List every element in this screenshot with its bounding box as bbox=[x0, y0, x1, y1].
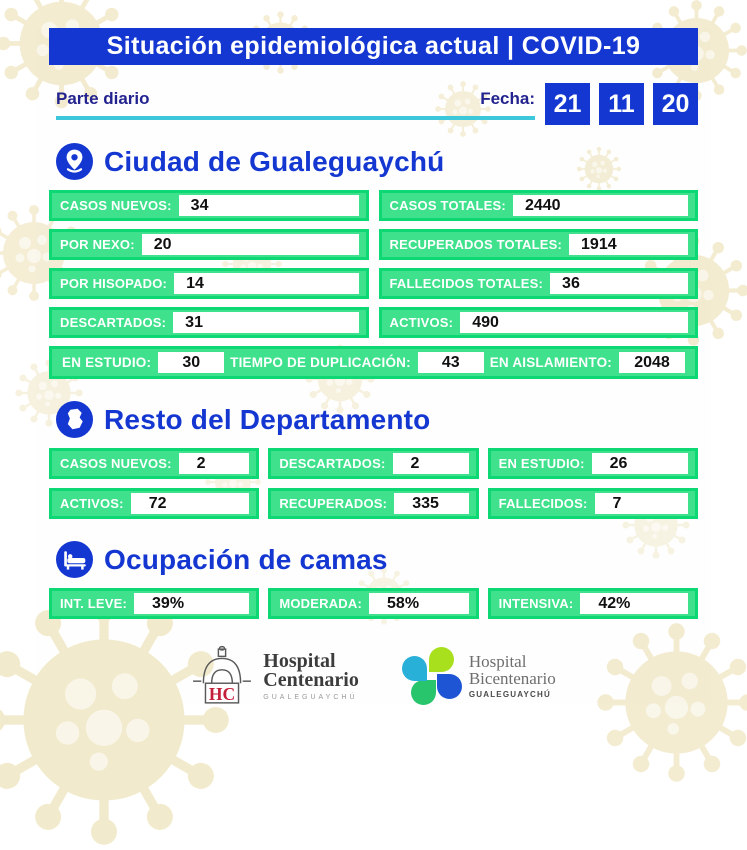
hospital-centenario-logo bbox=[191, 645, 359, 707]
stat-value: 20 bbox=[142, 234, 359, 255]
stat-value: 14 bbox=[174, 273, 358, 294]
bicentenario-petals-icon bbox=[401, 647, 459, 705]
stat-value: 30 bbox=[158, 352, 224, 373]
stat-value: 39% bbox=[134, 593, 249, 614]
bicentenario-name-line2: Bicentenario bbox=[468, 669, 556, 688]
section-beds-header bbox=[56, 541, 691, 578]
stat-value: 43 bbox=[418, 352, 484, 373]
city-stats-grid bbox=[49, 190, 698, 338]
stat-casos-nuevos-ciudad: CASOS NUEVOS: 34 bbox=[49, 190, 369, 221]
date-day-box: 21 bbox=[545, 83, 590, 125]
report-type-underline bbox=[56, 89, 535, 120]
stat-value: 490 bbox=[460, 312, 688, 333]
stat-intensiva: INTENSIVA: 42% bbox=[488, 588, 698, 619]
stat-en-estudio-ciudad: EN ESTUDIO: 30 bbox=[62, 352, 224, 373]
stat-value: 42% bbox=[580, 593, 688, 614]
report-type-label: Parte diario bbox=[56, 88, 150, 108]
centenario-initials: HC bbox=[209, 683, 236, 704]
date-boxes bbox=[545, 83, 698, 125]
stat-value: 7 bbox=[595, 493, 688, 514]
stat-por-nexo: POR NEXO: 20 bbox=[49, 229, 369, 260]
bicentenario-city-label: GUALEGUAYCHÚ bbox=[468, 690, 551, 699]
stat-tiempo-duplicacion: TIEMPO DE DUPLICACIÓN: 43 bbox=[230, 352, 484, 373]
location-pin-icon bbox=[56, 143, 93, 180]
stat-casos-nuevos-depto: CASOS NUEVOS: 2 bbox=[49, 448, 259, 479]
stat-fallecidos-totales: FALLECIDOS TOTALES: 36 bbox=[379, 268, 699, 299]
stat-value: 2 bbox=[393, 453, 469, 474]
hospital-bed-icon bbox=[56, 541, 93, 578]
stat-value: 72 bbox=[131, 493, 250, 514]
date-label: Fecha: bbox=[480, 88, 535, 108]
page-title: Situación epidemiológica actual | COVID-19 bbox=[106, 32, 641, 60]
stat-en-estudio-depto: EN ESTUDIO: 26 bbox=[488, 448, 698, 479]
stat-recuperados-totales: RECUPERADOS TOTALES: 1914 bbox=[379, 229, 699, 260]
bicentenario-name-line1: Hospital bbox=[468, 652, 527, 671]
stat-descartados-depto: DESCARTADOS: 2 bbox=[268, 448, 478, 479]
centenario-city-label: GUALEGUAYCHÚ bbox=[263, 693, 358, 701]
stat-moderada: MODERADA: 58% bbox=[268, 588, 478, 619]
stat-descartados-ciudad: DESCARTADOS: 31 bbox=[49, 307, 369, 338]
stat-value: 2440 bbox=[513, 195, 688, 216]
centenario-building-icon bbox=[191, 645, 253, 707]
stat-value: 58% bbox=[369, 593, 469, 614]
department-map-icon bbox=[56, 401, 93, 438]
stat-value: 36 bbox=[550, 273, 688, 294]
section-department-title: Resto del Departamento bbox=[104, 403, 431, 435]
footer-logos bbox=[36, 645, 711, 707]
department-stats-grid bbox=[49, 448, 698, 519]
stat-en-aislamiento: EN AISLAMIENTO: 2048 bbox=[490, 352, 685, 373]
section-city-title: Ciudad de Gualeguaychú bbox=[104, 145, 445, 177]
section-city-header bbox=[56, 143, 691, 180]
stat-fallecidos-depto: FALLECIDOS: 7 bbox=[488, 488, 698, 519]
stat-recuperados-depto: RECUPERADOS: 335 bbox=[268, 488, 478, 519]
stat-activos-depto: ACTIVOS: 72 bbox=[49, 488, 259, 519]
hospital-bicentenario-logo bbox=[401, 647, 556, 705]
stat-value: 26 bbox=[592, 453, 688, 474]
stat-value: 335 bbox=[394, 493, 468, 514]
centenario-name-line1: Hospital bbox=[263, 649, 336, 672]
stat-value: 31 bbox=[173, 312, 358, 333]
city-summary-bar bbox=[49, 346, 698, 379]
stat-activos-ciudad: ACTIVOS: 490 bbox=[379, 307, 699, 338]
date-month-box: 11 bbox=[599, 83, 644, 125]
section-department-header bbox=[56, 401, 691, 438]
stat-value: 2 bbox=[179, 453, 250, 474]
stat-value: 2048 bbox=[619, 352, 685, 373]
stat-value: 34 bbox=[179, 195, 359, 216]
stat-int-leve: INT. LEVE: 39% bbox=[49, 588, 259, 619]
date-year-box: 20 bbox=[653, 83, 698, 125]
section-beds-title: Ocupación de camas bbox=[104, 543, 388, 575]
stat-casos-totales: CASOS TOTALES: 2440 bbox=[379, 190, 699, 221]
beds-stats-grid bbox=[49, 588, 698, 619]
stat-value: 1914 bbox=[569, 234, 688, 255]
centenario-name-line2: Centenario bbox=[263, 668, 359, 691]
covid-report-page bbox=[36, 28, 711, 703]
header-bar bbox=[49, 28, 698, 65]
stat-por-hisopado: POR HISOPADO: 14 bbox=[49, 268, 369, 299]
subheader bbox=[56, 83, 698, 125]
